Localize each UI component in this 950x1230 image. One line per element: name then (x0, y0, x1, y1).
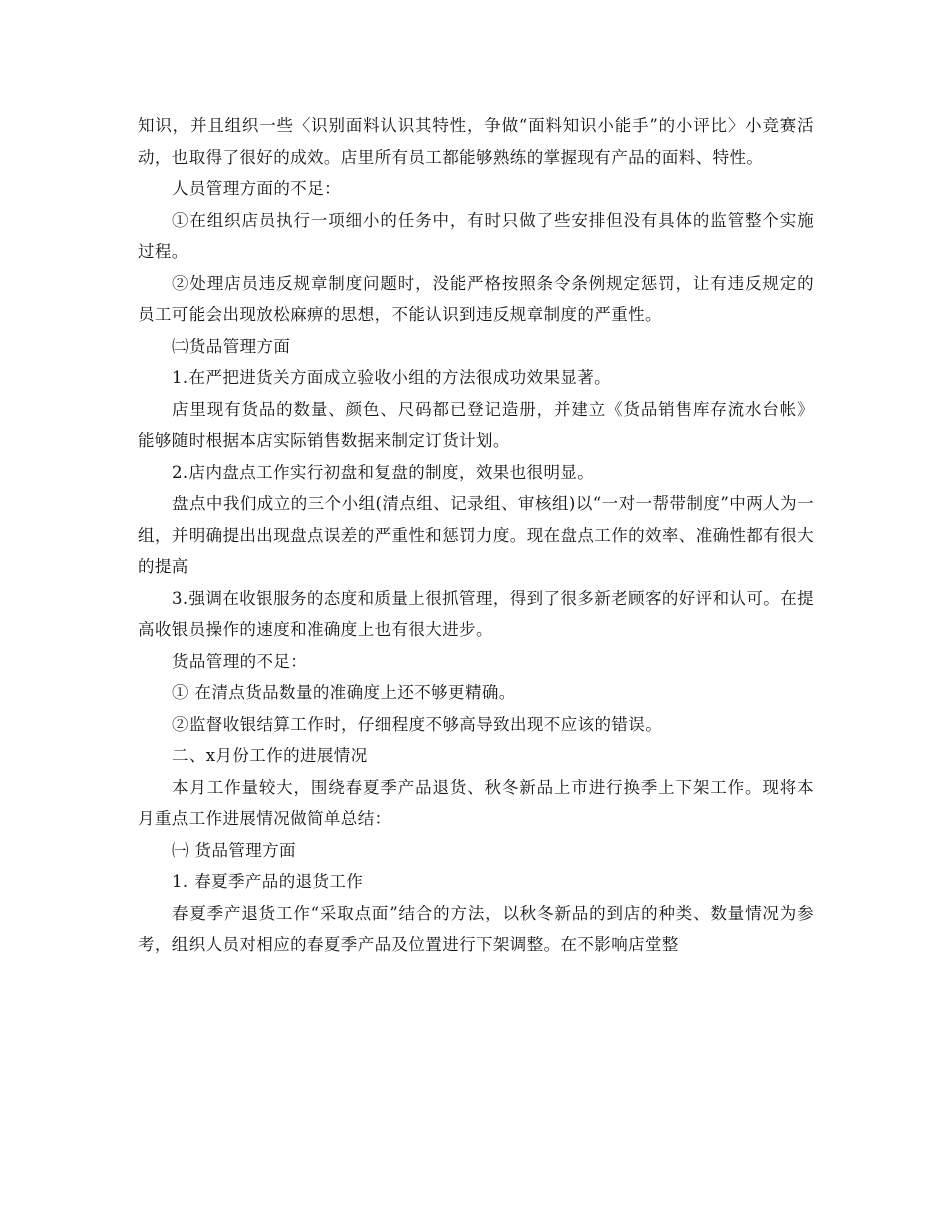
paragraph-7: 店里现有货品的数量、颜色、尺码都已登记造册，并建立《货品销售库存流水台帐》能够随时根据本店实际销售数据来制定订货计划。 (138, 399, 814, 450)
paragraph-17: 1. 春夏季产品的退货工作 (172, 872, 364, 891)
paragraph-5: ㈡货品管理方面 (172, 336, 291, 356)
paragraph-4: ②处理店员违反规章制度问题时，没能严格按照条令条例规定惩罚，让有违反规定的员工可能会出现放松麻痹的思想，不能认识到违反规章制度的严重性。 (138, 273, 814, 324)
document-body (138, 110, 814, 961)
paragraph-1: 知识，并且组织一些〈识别面料认识其特性，争做“面料知识小能手”的小评比〉小竞赛活动，也取得了很好的成效。店里所有员工都能够熟练的掌握现有产品的面料、特性。 (138, 116, 814, 167)
paragraph-14: 二、x月份工作的进展情况 (172, 746, 368, 765)
paragraph-15: 本月工作量较大，围绕春夏季产品退货、秋冬新品上市进行换季上下架工作。现将本月重点工作进展情况做简单总结： (138, 777, 814, 828)
paragraph-12: ① 在清点货品数量的准确度上还不够更精确。 (172, 683, 516, 702)
paragraph-2: 人员管理方面的不足： (172, 179, 341, 198)
paragraph-18: 春夏季产退货工作“采取点面”结合的方法，以秋冬新品的到店的种类、数量情况为参考，组织人员对相应的春夏季产品及位置进行下架调整。在不影响店堂整 (138, 903, 814, 954)
paragraph-13: ②监督收银结算工作时，仔细程度不够高导致出现不应该的错误。 (172, 714, 663, 734)
paragraph-16: ㈠ 货品管理方面 (172, 840, 296, 860)
paragraph-9: 盘点中我们成立的三个小组(清点组、记录组、审核组)以“一对一帮带制度”中两人为一组，并明确提出出现盘点误差的严重性和惩罚力度。现在盘点工作的效率、准确性都有很大的提高 (138, 494, 814, 576)
paragraph-8: 2.店内盘点工作实行初盘和复盘的制度，效果也很明显。 (172, 462, 595, 482)
paragraph-11: 货品管理的不足： (172, 651, 308, 671)
paragraph-10: 3.强调在收银服务的态度和质量上很抓管理，得到了很多新老顾客的好评和认可。在提高收银员操作的速度和准确度上也有很大进步。 (138, 588, 814, 639)
paragraph-6: 1.在严把进货关方面成立验收小组的方法很成功效果显著。 (172, 368, 612, 387)
paragraph-3: ①在组织店员执行一项细小的任务中，有时只做了些安排但没有具体的监管整个实施过程。 (138, 210, 814, 261)
